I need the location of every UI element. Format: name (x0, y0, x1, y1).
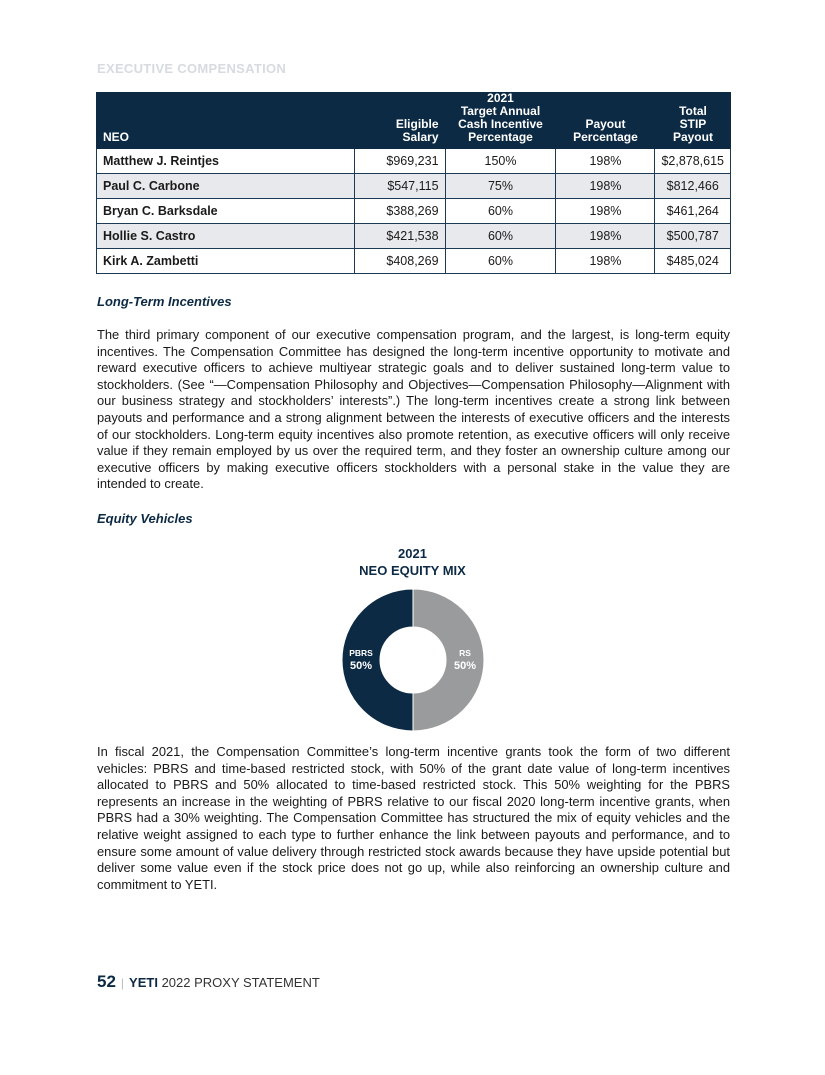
cell-payout: 198% (556, 249, 655, 274)
chart-subtitle: NEO EQUITY MIX (359, 563, 466, 578)
header-neo: NEO (97, 92, 355, 149)
cell-target: 60% (445, 199, 556, 224)
table-row (97, 174, 731, 199)
header-total-stip-payout: Total STIP Payout (655, 92, 731, 149)
cell-payout: 198% (556, 199, 655, 224)
table-row (97, 149, 731, 174)
cell-name: Paul C. Carbone (97, 174, 355, 199)
cell-total: $461,264 (655, 199, 731, 224)
cell-salary: $969,231 (354, 149, 445, 174)
equity-paragraph: In fiscal 2021, the Compensation Committee’s long-term incentive grants took the form of two different vehicles: PBRS and time-based restricted stock, with 50% of the grant date value of long-term incentives allocated to PBRS and 50% allocated to time-based restricted stock. This 50% weighting for the PBRS represents an increase in the weighting of PBRS relative to our fiscal 2020 long-term incentive grants, when PBRS had a 30% weighting. The Compensation Committee has structured the mix of equity vehicles and the relative weight assigned to each type to further enhance the link between payouts and performance, and to ensure some amount of value delivery through restricted stock awards because they have upside potential but deliver some value even if the stock price does not go up, while also reinforcing an ownership culture and commitment to YETI. (97, 744, 730, 892)
table-row (97, 199, 731, 224)
header-payout-percentage: Payout Percentage (556, 92, 655, 149)
table-row (97, 249, 731, 274)
cell-target: 75% (445, 174, 556, 199)
cell-target: 150% (445, 149, 556, 174)
donut-label-pbrs: PBRS (349, 648, 373, 658)
footer-doc-title: 2022 PROXY STATEMENT (161, 975, 320, 990)
table-row (97, 224, 731, 249)
chart-title: 2021 (398, 546, 427, 561)
header-eligible-salary: Eligible Salary (354, 92, 445, 149)
footer-brand: YETI (129, 975, 158, 990)
cell-payout: 198% (556, 174, 655, 199)
page-footer (97, 972, 320, 992)
cell-target: 60% (445, 249, 556, 274)
stip-payout-table (96, 92, 731, 274)
lti-heading: Long-Term Incentives (97, 294, 232, 309)
cell-name: Kirk A. Zambetti (97, 249, 355, 274)
cell-target: 60% (445, 224, 556, 249)
cell-salary: $421,538 (354, 224, 445, 249)
cell-name: Hollie S. Castro (97, 224, 355, 249)
cell-salary: $408,269 (354, 249, 445, 274)
page-number: 52 (97, 972, 116, 991)
cell-total: $500,787 (655, 224, 731, 249)
lti-paragraph: The third primary component of our executive compensation program, and the largest, is long-term equity incentives. The Compensation Committee has designed the long-term incentive opportunity to motivate and reward executive officers to achieve multiyear strategic goals and to deliver sustained long-term value to stockholders. (See “—Compensation Philosophy and Objectives—Compensation Philosophy—Alignment with our business strategy and stockholders’ interests”.) The long-term incentives create a strong link between payouts and performance and a strong alignment between the interests of executive officers and the interests of our stockholders. Long-term equity incentives also promote retention, as executive officers will only receive value if they remain employed by us over the required term, and they foster an ownership culture among our executive officers by making executive officers stockholders with a personal stake in the value they are intended to create. (97, 327, 730, 492)
cell-payout: 198% (556, 224, 655, 249)
donut-value-pbrs: 50% (349, 660, 373, 672)
cell-total: $2,878,615 (655, 149, 731, 174)
equity-heading: Equity Vehicles (97, 511, 193, 526)
cell-total: $485,024 (655, 249, 731, 274)
donut-value-rs: 50% (453, 660, 477, 672)
table-header-row (97, 92, 731, 149)
cell-name: Matthew J. Reintjes (97, 149, 355, 174)
section-header: EXECUTIVE COMPENSATION (97, 61, 287, 76)
cell-name: Bryan C. Barksdale (97, 199, 355, 224)
cell-payout: 198% (556, 149, 655, 174)
equity-mix-donut (330, 585, 496, 735)
donut-label-rs: RS (459, 648, 471, 658)
cell-total: $812,466 (655, 174, 731, 199)
footer-divider: | (120, 976, 125, 990)
cell-salary: $388,269 (354, 199, 445, 224)
cell-salary: $547,115 (354, 174, 445, 199)
header-target-percentage: 2021 Target Annual Cash Incentive Percentage (445, 92, 556, 149)
